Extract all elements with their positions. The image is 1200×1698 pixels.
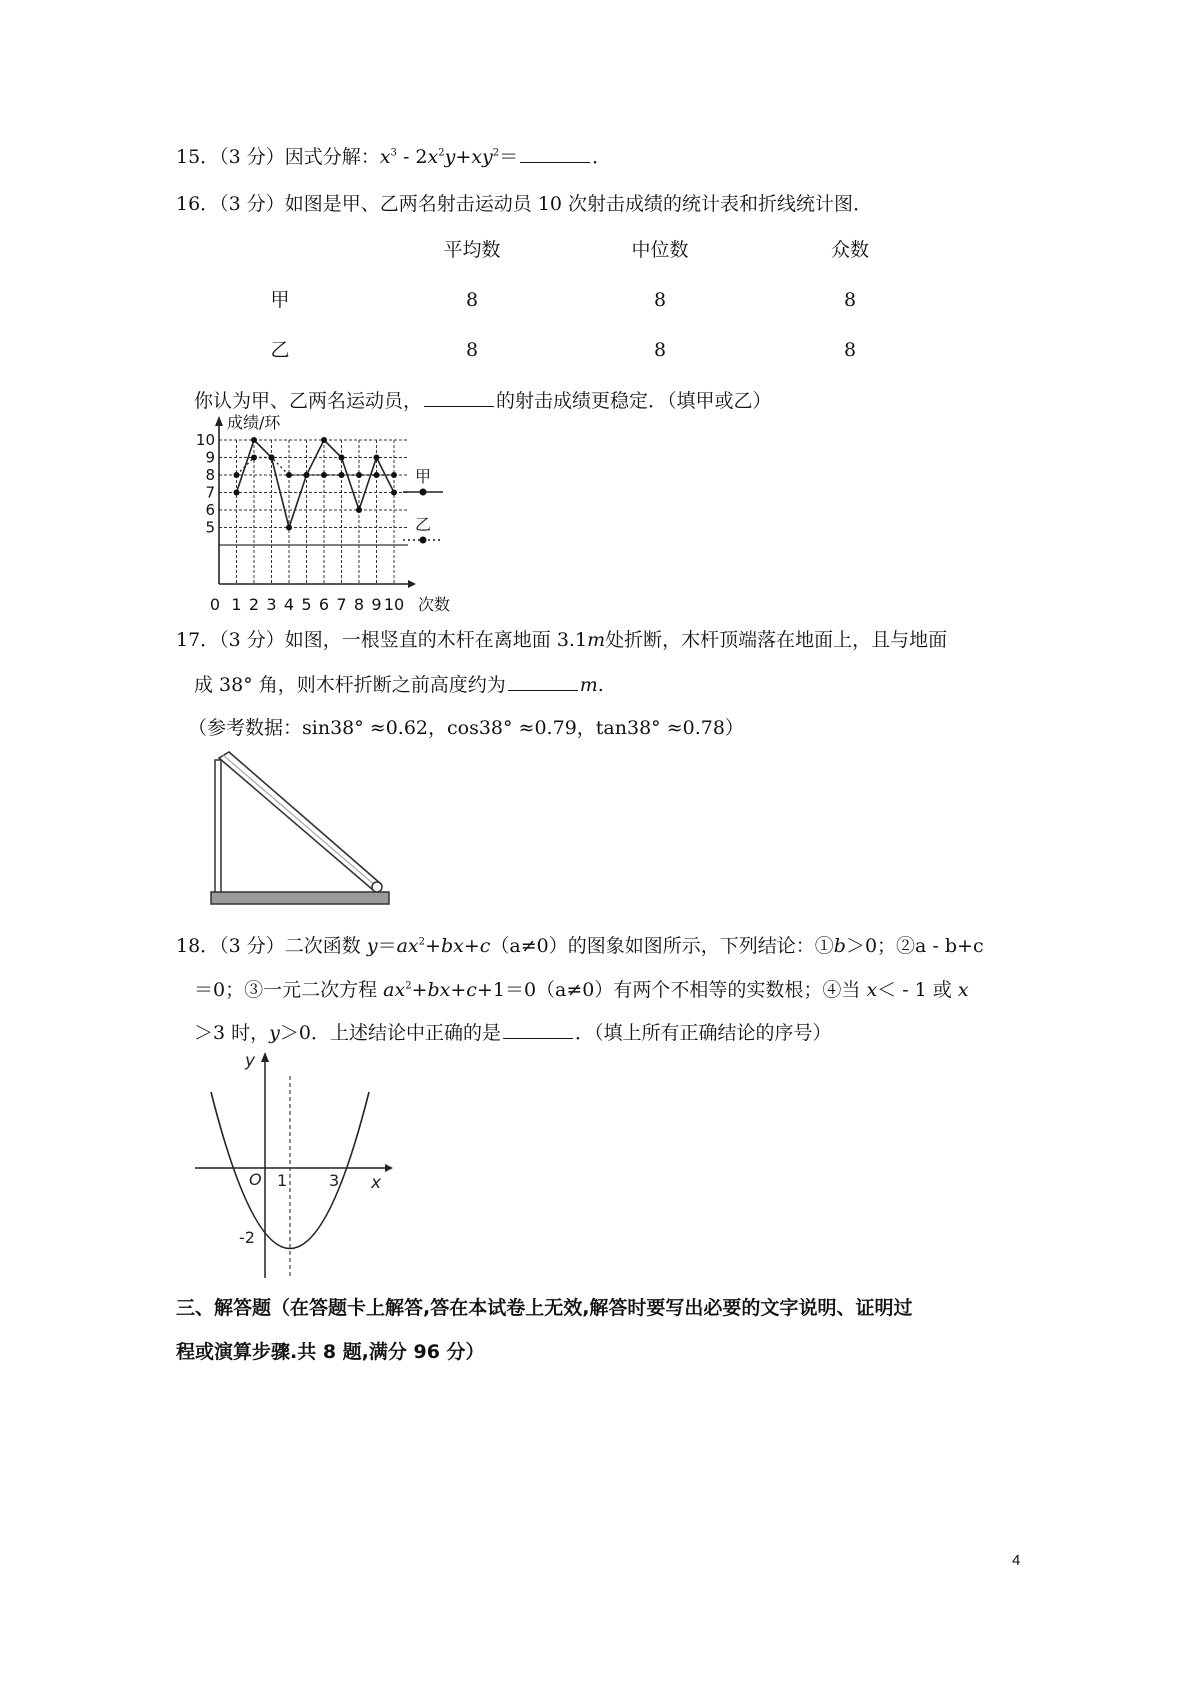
table-cell: 8	[653, 339, 667, 361]
page-number: 4	[1012, 1552, 1021, 1569]
legend-marker-2	[420, 537, 427, 544]
broken-pole-figure	[205, 750, 405, 908]
x-axis-label: x	[371, 1173, 382, 1193]
ground	[211, 892, 389, 904]
x-axis-arrow	[385, 1164, 393, 1172]
legend-label-2: 乙	[414, 515, 432, 534]
x-tick-label: 1	[231, 595, 242, 614]
series-line-2	[237, 458, 395, 476]
tick-label-1: 1	[277, 1171, 288, 1190]
data-point	[269, 455, 275, 461]
data-point	[321, 472, 327, 478]
x-tick-label: 2	[248, 595, 260, 614]
y-axis-label: y	[245, 1051, 256, 1071]
data-point	[286, 472, 292, 478]
x-tick-label: 10	[383, 595, 405, 614]
data-point	[304, 472, 310, 478]
data-point	[234, 490, 240, 496]
x-tick-label: 4	[283, 595, 295, 614]
x-tick-label: 7	[336, 595, 347, 614]
table-row-label: 乙	[270, 339, 290, 361]
data-point	[391, 490, 397, 496]
q16-question: 你认为甲、乙两名运动员， 的射击成绩更稳定．（填甲或乙）	[194, 390, 772, 412]
x-tick-label: 9	[371, 595, 382, 614]
q15-line: 15．（3 分）因式分解：$x^3 - 2x^2y+xy^2=$ ．	[176, 146, 612, 168]
table-cell: 8	[465, 289, 479, 311]
table-row-label: 甲	[270, 289, 290, 311]
legend-label-1: 甲	[414, 467, 432, 486]
y-tick-label: 9	[205, 448, 215, 467]
q17-line1: 17．（3 分）如图，一根竖直的木杆在离地面 3.1m处折断，木杆顶端落在地面上，且与地面	[176, 629, 948, 651]
y-axis-label: 成绩/环	[227, 413, 281, 432]
y-tick-label: 8	[205, 466, 215, 484]
q15-answer-blank[interactable]	[520, 144, 590, 163]
shooting-line-chart	[195, 412, 465, 617]
pole-tip	[372, 882, 382, 892]
series-line-1	[237, 440, 395, 528]
q15-number: 15．（3 分）因式分解：	[176, 146, 380, 168]
x-tick-label: 5	[301, 595, 312, 614]
tick-label-neg2: -2	[239, 1228, 255, 1247]
table-header: 中位数	[631, 239, 689, 261]
q17-reference: （参考数据：sin38° ≈0.62，cos38° ≈0.79，tan38° ≈0.78）	[188, 717, 744, 739]
y-axis-arrow	[261, 1052, 269, 1062]
origin-label: O	[249, 1170, 262, 1189]
x-tick-label: 8	[353, 595, 365, 614]
table-cell: 8	[843, 339, 857, 361]
y-tick-label: 10	[195, 431, 215, 449]
data-point	[234, 472, 240, 478]
y-tick-label: 7	[205, 483, 215, 502]
x-tick-label: 6	[318, 595, 330, 614]
data-point	[321, 437, 327, 443]
q18-line2: ＝0；③一元二次方程 $ax^2+bx+c+1=0(a\ne 0)$有两个不相等的实数根；④当 x＜ - 1 或 x	[194, 979, 969, 1001]
pole-standing	[215, 760, 221, 892]
data-point	[356, 507, 362, 513]
q16-answer-blank[interactable]	[424, 388, 494, 407]
q17-answer-blank[interactable]	[508, 672, 578, 691]
parabola-graph	[185, 1048, 400, 1283]
section3-line1: 三、解答题（在答题卡上解答,答在本试卷上无效,解答时要写出必要的文字说明、证明过	[176, 1297, 913, 1319]
data-point	[251, 437, 257, 443]
y-tick-label: 5	[205, 518, 215, 537]
x-axis-arrow	[408, 580, 416, 588]
data-point	[251, 455, 257, 461]
data-point	[286, 525, 292, 531]
data-point	[374, 455, 380, 461]
section3-line2: 程或演算步骤.共 8 题,满分 96 分）	[176, 1341, 485, 1363]
table-cell: 8	[465, 339, 479, 361]
data-point	[391, 472, 397, 478]
table-cell: 8	[653, 289, 667, 311]
table-cell: 8	[843, 289, 857, 311]
legend-marker-1	[420, 489, 427, 496]
data-point	[339, 455, 345, 461]
x-axis-label: 次数	[418, 595, 451, 614]
q17-line2: 成 38° 角，则木杆折断之前高度约为 m.	[194, 674, 604, 696]
data-point	[356, 472, 362, 478]
y-axis-arrow	[215, 416, 223, 426]
x-tick-label: 3	[266, 595, 277, 614]
data-point	[339, 472, 345, 478]
x-tick-label: 0	[209, 595, 221, 614]
q18-answer-blank[interactable]	[503, 1020, 573, 1039]
table-header: 众数	[830, 239, 869, 261]
table-header: 平均数	[443, 239, 501, 261]
q18-line1: 18．（3 分）二次函数 $y=ax^2+bx+c(a\ne 0)$的图象如图所示，下列结论：①b＞0；②a - b+c	[176, 935, 984, 957]
tick-label-3: 3	[329, 1171, 340, 1190]
q18-line3: ＞3 时，y＞0．上述结论中正确的是 ．（填上所有正确结论的序号）	[194, 1022, 832, 1044]
q16-text: 16．（3 分）如图是甲、乙两名射击运动员 10 次射击成绩的统计表和折线统计图．	[176, 193, 873, 215]
y-tick-label: 6	[205, 501, 215, 519]
data-point	[374, 472, 380, 478]
